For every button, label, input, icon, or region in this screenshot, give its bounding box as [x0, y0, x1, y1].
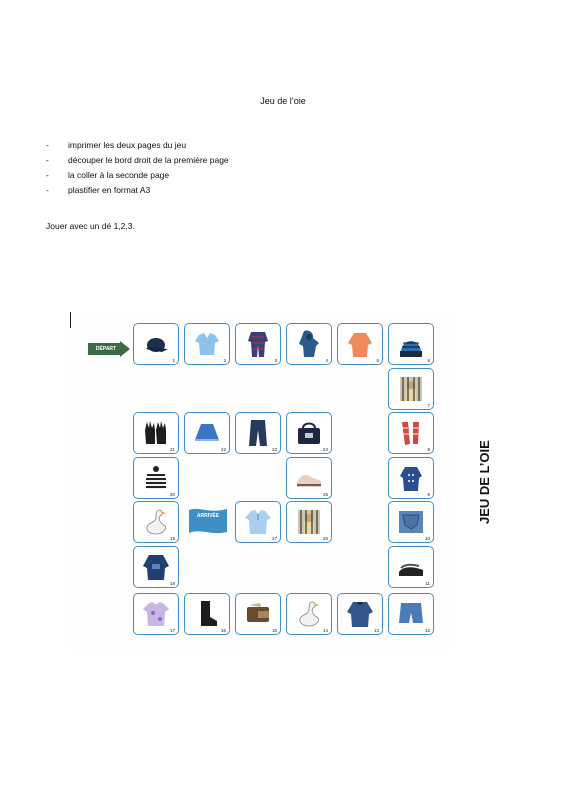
square-number: 4: [325, 358, 328, 363]
square-number: 6: [427, 358, 430, 363]
board-square: [286, 412, 332, 454]
instruction-item: - la coller à la seconde page: [46, 168, 229, 183]
square-number: 22: [220, 447, 226, 452]
square-number: 13: [373, 628, 379, 633]
board-square: [235, 412, 281, 454]
instruction-item: - plastifier en format A3: [46, 183, 229, 198]
jumper-icon: [346, 599, 374, 629]
board-square: [388, 501, 434, 543]
boot-icon: [193, 599, 221, 629]
board-square: [388, 368, 434, 410]
board-square: [184, 412, 230, 454]
board-square: [337, 323, 383, 365]
board-square: [133, 412, 179, 454]
square-number: 17: [169, 628, 175, 633]
cap-icon: [142, 329, 170, 359]
square-number: 10: [424, 536, 430, 541]
side-title-text: JEU DE L’OIE: [477, 440, 492, 524]
scarf-icon: [397, 418, 425, 448]
start-label: DÉPART: [95, 346, 117, 352]
prison-icon: [295, 507, 323, 537]
square-number: 16: [220, 628, 226, 633]
jeans-pocket-icon: [397, 507, 425, 537]
square-number: 23: [271, 447, 277, 452]
square-number: 25: [322, 492, 328, 497]
hooded-jacket-icon: [295, 329, 323, 359]
square-number: 19: [169, 536, 175, 541]
board-square: [388, 323, 434, 365]
side-title: [462, 428, 502, 528]
board-square: [133, 546, 179, 588]
dice-note: Jouer avec un dé 1,2,3.: [46, 221, 135, 231]
square-number: 26: [322, 536, 328, 541]
board-square: [286, 457, 332, 499]
polo-shirt-icon: [244, 507, 272, 537]
square-number: 1: [172, 358, 175, 363]
goose-icon: [295, 599, 323, 629]
square-number: 20: [169, 492, 175, 497]
square-number: 12: [424, 628, 430, 633]
board-square: [184, 593, 230, 635]
beanie-icon: [397, 329, 425, 359]
square-number: 8: [427, 447, 430, 452]
wallet-icon: [244, 599, 272, 629]
finish-label: ARRIVÉE: [196, 513, 220, 519]
board-square: [133, 457, 179, 499]
trousers-icon: [244, 418, 272, 448]
page-title: Jeu de l’oie: [260, 96, 306, 106]
square-number: 11: [425, 581, 430, 586]
striped-hat-icon: [142, 463, 170, 493]
instruction-item: - imprimer les deux pages du jeu: [46, 138, 229, 153]
square-number: 18: [169, 581, 175, 586]
board-square: [286, 501, 332, 543]
instruction-item: - découper le bord droit de la première page: [46, 153, 229, 168]
square-number: 27: [271, 536, 277, 541]
bag-icon: [295, 418, 323, 448]
board-square: [133, 593, 179, 635]
board-square: [337, 593, 383, 635]
finish-flag-icon: [187, 506, 229, 536]
shirt-icon: [193, 329, 221, 359]
square-number: 3: [274, 358, 277, 363]
instruction-list: [46, 138, 229, 198]
board-square: [286, 593, 332, 635]
square-number: 21: [169, 447, 175, 452]
sweater-icon: [346, 329, 374, 359]
square-number: 5: [376, 358, 379, 363]
shoes-icon: [397, 552, 425, 582]
prison-icon: [397, 374, 425, 404]
pyjamas-icon: [244, 329, 272, 359]
gloves-icon: [142, 418, 170, 448]
board-square: [133, 501, 179, 543]
skirt-icon: [193, 418, 221, 448]
sneaker-icon: [295, 463, 323, 493]
board-square: [235, 501, 281, 543]
board-square: [388, 593, 434, 635]
board-square: [388, 457, 434, 499]
sweatshirt-icon: [142, 552, 170, 582]
square-number: 14: [322, 628, 328, 633]
board-square: [235, 593, 281, 635]
board-square: [388, 546, 434, 588]
board-square: [184, 323, 230, 365]
t-shirt-icon: [142, 599, 170, 629]
board-square: [286, 323, 332, 365]
board-square: [388, 412, 434, 454]
coat-icon: [397, 463, 425, 493]
shorts-icon: [397, 599, 425, 629]
square-number: 24: [322, 447, 328, 452]
goose-icon: [142, 507, 170, 537]
cut-mark: [70, 312, 71, 328]
square-number: 15: [271, 628, 277, 633]
board-square: [133, 323, 179, 365]
square-number: 7: [427, 403, 430, 408]
square-number: 9: [427, 492, 430, 497]
board-square: [235, 323, 281, 365]
square-number: 2: [223, 358, 226, 363]
